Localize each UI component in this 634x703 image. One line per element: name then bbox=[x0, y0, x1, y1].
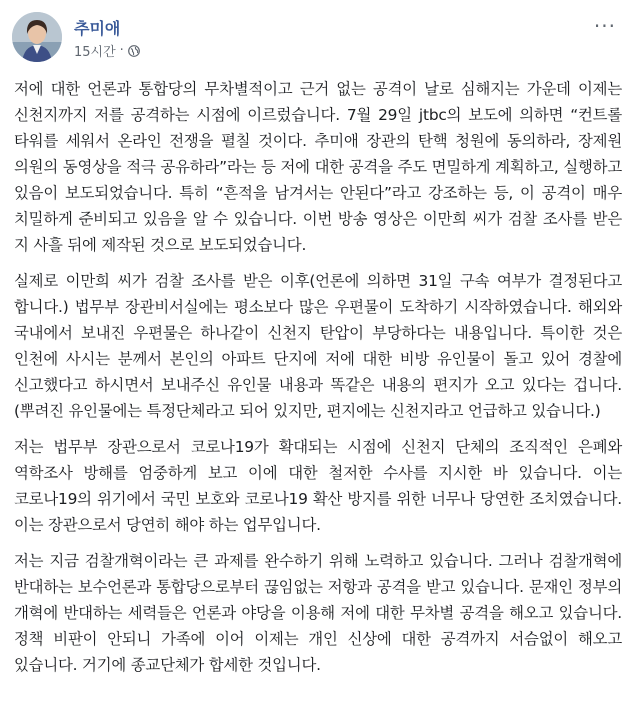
globe-icon[interactable] bbox=[128, 45, 140, 57]
paragraph-3: 저는 법무부 장관으로서 코로나19가 확대되는 시점에 신천지 단체의 조직적인 은폐와 역학조사 방해를 엄중하게 보고 이에 대한 철저한 수사를 지시한 바 있습니다. 이는 코로나19의 위기에서 국민 보호와 코로나19 확산 방지를 위한 너무나 당연한 조치였습니다. 이는 장관으로서 당연히 해야 하는 업무입니다. bbox=[14, 438, 622, 534]
paragraph-1: 저에 대한 언론과 통합당의 무차별적이고 근거 없는 공격이 날로 심해지는 가운데 이제는 신천지까지 저를 공격하는 시점에 이르렀습니다. 7월 29일 jtbc의 보도에 의하면 “컨트롤 타워를 세워서 온라인 전쟁을 펼칠 것이다. 추미애 장관의 탄핵 청원에 동의하라, 장제원 의원의 동영상을 적극 공유하라”라는 등 저에 대한 공격을 주도 면밀하게 계획하고, 실행하고 있음이 보도되었습니다. 특히 “흔적을 남겨서는 안된다”라고 강조하는 등, 이 공격이 매우 치밀하게 준비되고 있음을 알 수 있습니다. 이번 방송 영상은 이만희 씨가 검찰 조사를 받은 지 사흘 뒤에 제작된 것으로 보도되었습니다. bbox=[14, 80, 622, 254]
post-meta bbox=[74, 41, 140, 60]
paragraph-4: 저는 지금 검찰개혁이라는 큰 과제를 완수하기 위해 노력하고 있습니다. 그러나 검찰개혁에 반대하는 보수언론과 통합당으로부터 끊임없는 저항과 공격을 받고 있습니다. 문재인 정부의 개혁에 반대하는 세력들은 언론과 야당을 이용해 저에 대한 무차별 공격을 해오고 있습니다. 정책 비판이 안되니 가족에 이어 이제는 개인 신상에 대한 공격까지 서슴없이 해오고 있습니다. 거기에 종교단체가 합세한 것입니다. bbox=[14, 552, 622, 674]
meta-separator: · bbox=[119, 43, 124, 58]
timestamp[interactable]: 15시간 bbox=[74, 45, 116, 60]
avatar[interactable] bbox=[12, 12, 62, 62]
post-header bbox=[12, 12, 622, 62]
paragraph-2: 실제로 이만희 씨가 검찰 조사를 받은 이후(언론에 의하면 31일 구속 여부가 결정된다고 합니다.) 법무부 장관비서실에는 평소보다 많은 우편물이 도착하기 시작하였습니다. 해외와 국내에서 보내진 우편물은 하나같이 신천지 탄압이 부당하다는 내용입니다. 특이한 것은 인천에 사시는 분께서 본인의 아파트 단지에 저에 대한 비방 유인물이 돌고 있어 경찰에 신고했다고 하시면서 보내주신 유인물 내용과 똑같은 내용의 편지가 오고 있다는 겁니다.(뿌려진 유인물에는 특정단체라고 되어 있지만, 편지에는 신천지라고 언급하고 있습니다.) bbox=[14, 272, 622, 420]
more-options-icon[interactable]: ··· bbox=[593, 14, 616, 38]
post-text bbox=[14, 76, 622, 688]
profile-photo bbox=[12, 12, 62, 62]
author-name[interactable]: 추미애 bbox=[74, 19, 121, 38]
